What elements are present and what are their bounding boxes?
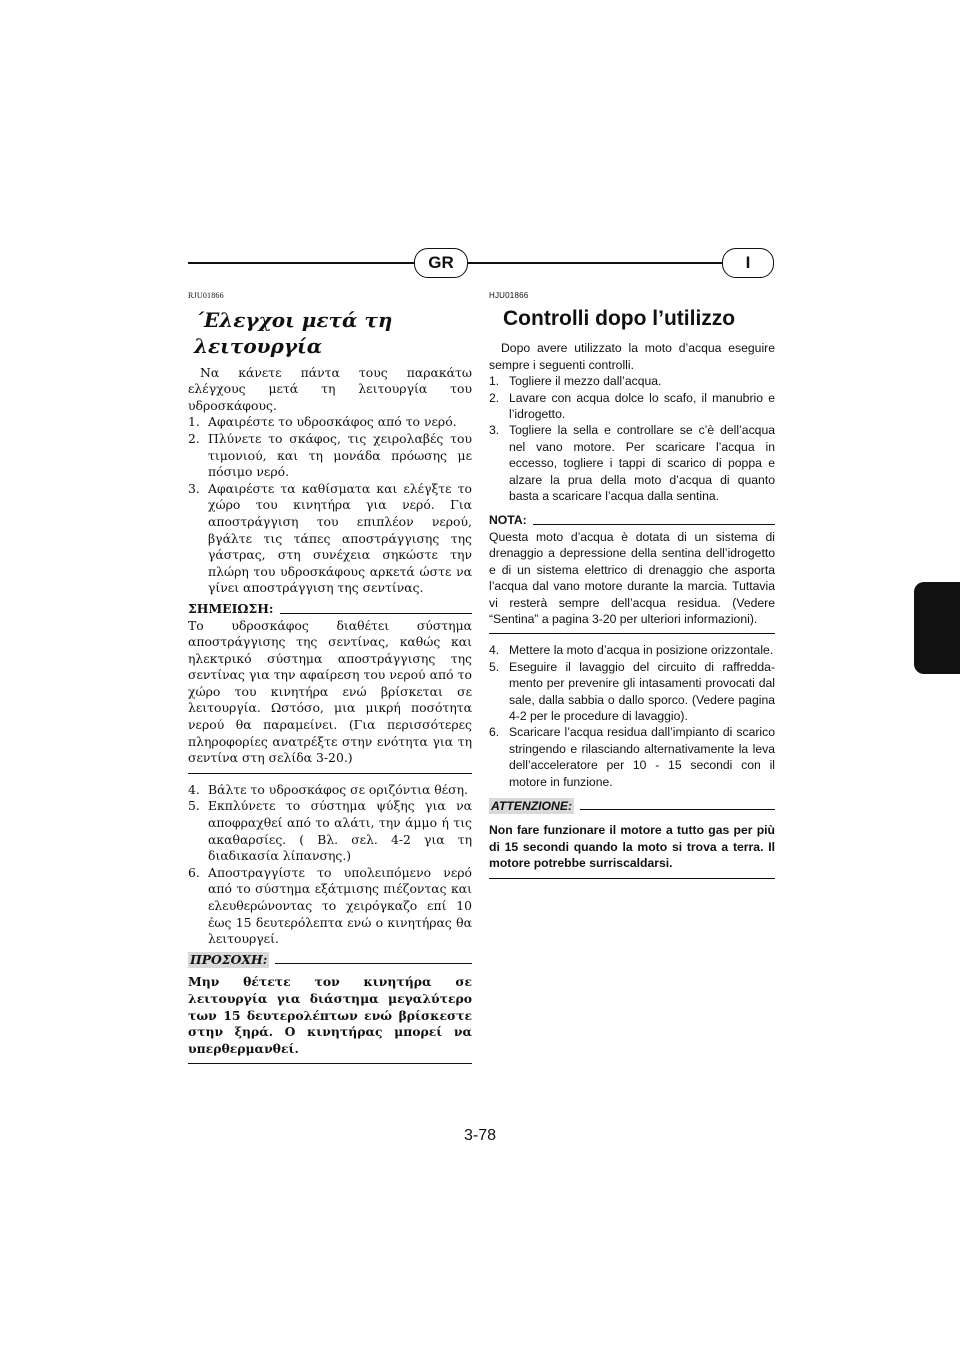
greek-column <box>188 288 472 1072</box>
list-item: 2. Lavare con acqua dolce lo scafo, il manubrio e l’idrogetto. <box>489 390 775 422</box>
steps-list <box>188 782 472 948</box>
note-label: ΣΗΜΕΙΩΣΗ: <box>188 600 274 616</box>
language-badge-italian: I <box>722 248 774 278</box>
language-badge-greek: GR <box>414 248 468 278</box>
list-item: 3. Togliere la sella e controllare se c’è dell’acqua nel vano motore. Per scaricare l’acqua in eccesso, togliere i tappi di scarico di poppa e alzare la prua della moto d’acqua di quanto basta a scaricare l’acqua dalla sentina. <box>489 423 775 504</box>
divider <box>188 773 472 774</box>
note-heading <box>489 512 775 528</box>
caution-heading <box>188 952 472 969</box>
chapter-tab-marker <box>914 582 960 674</box>
caution-heading <box>489 798 775 814</box>
divider <box>275 963 472 964</box>
note-heading <box>188 601 472 618</box>
list-item: 1. Αφαιρέστε το υδροσκάφος από το νερό. <box>188 414 457 430</box>
note-text: Questa moto d’acqua è dotata di un sistema di drenaggio a depressione della sentina dell’idrogetto e di un sistema elettrico di drenaggio che asporta l’acqua dal vano motore durante la marcia. Tuttavia vi resterà sempre dell’acqua residua. (Vedere “Sentina” a pagina 3-20 per ulteriori informazioni). <box>489 529 775 626</box>
divider <box>489 633 775 634</box>
intro-paragraph: Dopo avere utilizzato la moto d’acqua eseguire sempre i seguenti controlli. <box>489 341 775 372</box>
list-item: 2. Πλύνετε το σκάφος, τις χειρολαβές του τιμονιού, και τη μονάδα πρόωσης με πόσιμο νερό. <box>188 430 472 480</box>
caution-text: Non fare funzionare il motore a tutto gas per più di 15 secondi quando la moto si trova a terra. Il motore potrebbe surriscaldarsi. <box>489 823 775 871</box>
list-item: 6. Αποστραγγίστε το υπολειπόμενο νερό από το σύστημα εξάτμισης πιέζοντας και ελευθερώνοντας το χειρόγκαζο επί 10 έως 15 δευτερόλεπτα ενώ ο κινητήρας θα λειτουργεί. <box>188 864 472 947</box>
divider <box>188 1063 472 1064</box>
steps-list <box>489 642 775 790</box>
section-code: RJU01866 <box>188 291 224 300</box>
header-rule <box>188 262 774 264</box>
caution-label: ΠΡΟΣΟΧΗ: <box>190 951 268 967</box>
section-code: HJU01866 <box>489 291 529 300</box>
note-text: Το υδροσκάφος διαθέτει σύστημα αποστράγγισης της σεντίνας, καθώς και ηλεκτρικό σύστημα αποστράγγισης της σεντίνας για την αφαίρεση του νερού από το χώρο του κινητήρα ενώ βρίσκεται σε λειτουργία. Ωστόσο, μια μικρή ποσότητα νερού θα παραμείνει. (Για περισσότερες πληροφορίες ανατρέξτε στην ενότητα για τη σεντίνα στη σελίδα 3-20.) <box>188 617 472 766</box>
page-number: 3-78 <box>463 1127 497 1144</box>
caution-label: ATTENZIONE: <box>491 798 573 813</box>
list-item: 1. Togliere il mezzo dall’acqua. <box>489 374 662 389</box>
italian-column <box>489 288 775 887</box>
section-title: Controlli dopo l’utilizzo <box>503 307 736 331</box>
section-title: ΄Ελεγχοι μετά τη λειτουργία <box>194 307 393 358</box>
list-item: 5. Εκπλύνετε το σύστημα ψύξης για να αποφραχθεί από το αλάτι, την άμμο ή τις ακαθαρσίες. ( Βλ. σελ. 4-2 για τη διαδικασία λίπανσης.) <box>188 798 472 864</box>
caution-text: Μην θέτετε τον κινητήρα σε λειτουργία για διάστημα μεγαλύτερο των 15 δευτερολέπτων ενώ βρίσκεστε στην ξηρά. Ο κινητήρας μπορεί να υπερθερμανθεί. <box>188 974 472 1056</box>
divider <box>489 878 775 879</box>
list-item: 6. Scaricare l’acqua residua dall’impianto di scarico stringendo e rilasciando alternativamente la leva dell’acceleratore per 10 - 15 secondi con il motore in funzione. <box>489 725 775 789</box>
divider <box>580 809 775 810</box>
divider <box>533 524 775 525</box>
intro-paragraph: Να κάνετε πάντα τους παρακάτω ελέγχους μετά τη λειτουργία του υδροσκάφους. <box>188 364 472 413</box>
list-item: 4. Mettere la moto d’acqua in posizione orizzontale. <box>489 643 774 658</box>
divider <box>280 613 473 614</box>
note-label: NOTA: <box>489 513 527 528</box>
list-item: 5. Eseguire il lavaggio del circuito di raffreddamento per prevenire gli intasamenti provocati dal sale, dalla sabbia o dallo sporco. (Vedere pagina 4-2 per le procedure di lavaggio). <box>489 659 775 723</box>
list-item: 3. Αφαιρέστε τα καθίσματα και ελέγξτε το χώρο του κινητήρα για νερό. Για αποστράγγιση του επιπλέον νερού, βγάλτε τις τάπες αποστράγγισης της γάστρας, στη συνέχεια σηκώστε την πλώρη του υδροσκάφους αρκετά ώστε να γίνει αποστράγγιση της σεντίνας. <box>188 480 472 596</box>
steps-list <box>489 373 775 504</box>
list-item: 4. Βάλτε το υδροσκάφος σε οριζόντια θέση. <box>188 781 468 797</box>
steps-list <box>188 414 472 597</box>
